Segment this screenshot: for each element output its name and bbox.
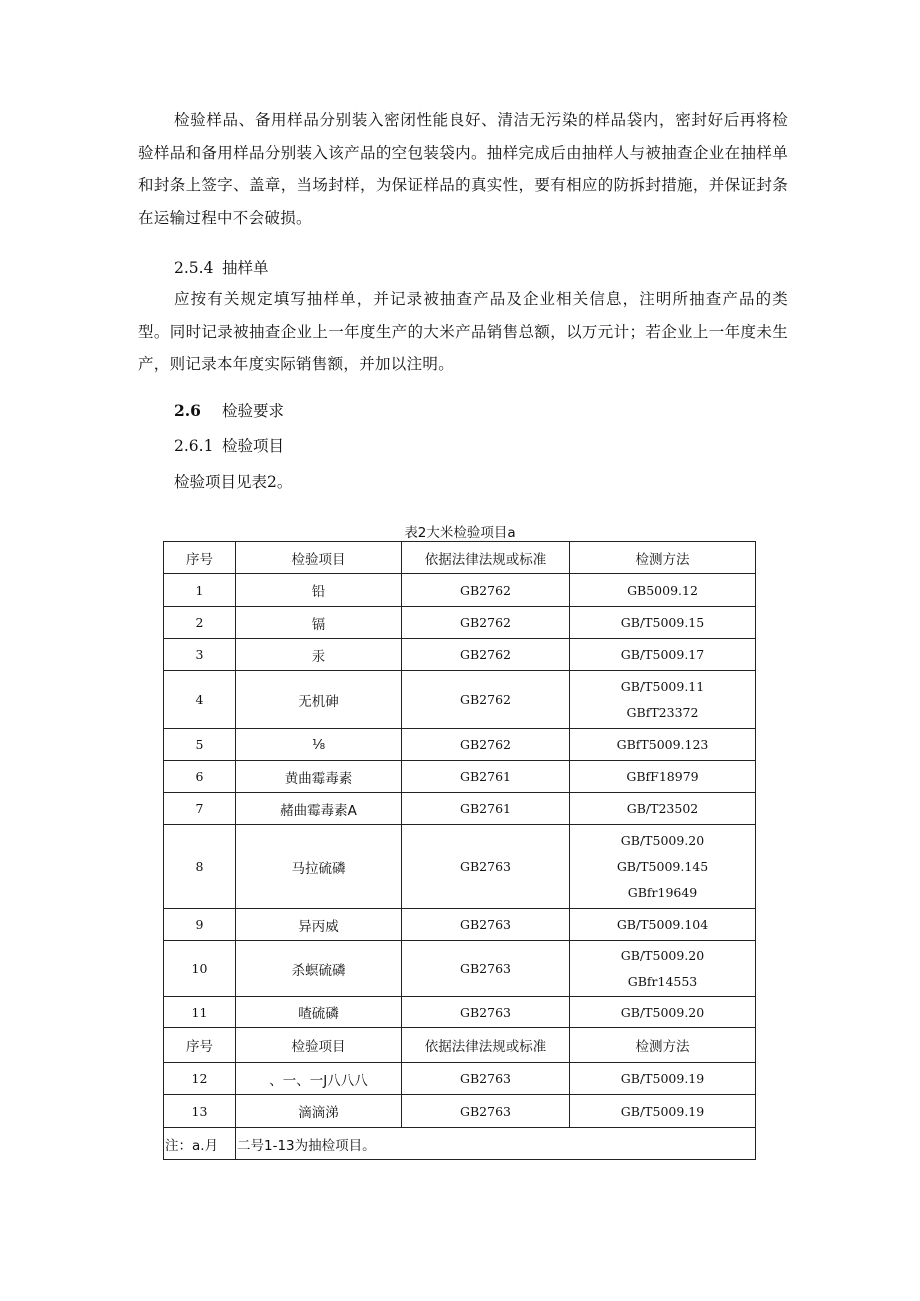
cell-item: 马拉硫磷	[236, 825, 402, 909]
heading-number: 2.6	[174, 401, 201, 420]
cell-method: GB/T5009.19	[570, 1063, 756, 1095]
cell-method	[570, 941, 756, 997]
cell-item: 铅	[236, 574, 402, 607]
cell-item: 赭曲霉毒素A	[236, 793, 402, 825]
cell-item: 杀螟硫磷	[236, 941, 402, 997]
cell-no: 6	[164, 761, 236, 793]
cell-method: GB5009.12	[570, 574, 756, 607]
cell-standard: GB2763	[402, 1063, 570, 1095]
cell-standard: GB2762	[402, 729, 570, 761]
cell-standard: GB2761	[402, 761, 570, 793]
cell-method	[570, 825, 756, 909]
table-caption: 表2大米检验项目a	[404, 525, 516, 541]
cell-no: 1	[164, 574, 236, 607]
table-row	[164, 761, 756, 793]
cell-item: 滴滴涕	[236, 1095, 402, 1128]
cell-method: GB/T23502	[570, 793, 756, 825]
cell-method: GBfF18979	[570, 761, 756, 793]
header-standard: 依据法律法规或标准	[402, 1028, 570, 1063]
cell-no: 4	[164, 671, 236, 729]
cell-no: 3	[164, 639, 236, 671]
header-method: 检测方法	[570, 1028, 756, 1063]
paragraph-sampling-form: 应按有关规定填写抽样单，并记录被抽查产品及企业相关信息，注明所抽查产品的类型。同时记录被抽查企业上一年度生产的大米产品销售总额，以万元计；若企业上一年度未生产，则记录本年度实际销售额，并加以注明。	[138, 290, 788, 373]
heading-2-5-4	[174, 256, 269, 278]
cell-no: 10	[164, 941, 236, 997]
cell-standard: GB2763	[402, 1095, 570, 1128]
table-row	[164, 941, 756, 997]
cell-standard: GB2763	[402, 941, 570, 997]
heading-title: 检验要求	[222, 402, 285, 420]
cell-method: GB/T5009.19	[570, 1095, 756, 1128]
table-row	[164, 1095, 756, 1128]
table-row	[164, 793, 756, 825]
method-line: GB/T5009.145	[616, 858, 709, 874]
cell-item: 黄曲霉毒素	[236, 761, 402, 793]
cell-method: GBfT5009.123	[570, 729, 756, 761]
cell-standard: GB2763	[402, 825, 570, 909]
cell-standard: GB2761	[402, 793, 570, 825]
header-standard: 依据法律法规或标准	[402, 542, 570, 574]
table-row	[164, 729, 756, 761]
cell-item: ⅛	[236, 729, 402, 761]
heading-title: 抽样单	[222, 259, 269, 277]
method-line: GBfr14553	[627, 973, 698, 989]
method-line: GBfr19649	[627, 884, 698, 900]
header-item: 检验项目	[236, 542, 402, 574]
cell-method: GB/T5009.17	[570, 639, 756, 671]
table-row	[164, 997, 756, 1028]
cell-no: 13	[164, 1095, 236, 1128]
cell-item: 汞	[236, 639, 402, 671]
cell-no: 9	[164, 909, 236, 941]
cell-standard: GB2762	[402, 607, 570, 639]
inspection-items-table	[163, 541, 756, 1160]
method-line: GB/T5009.11	[620, 678, 705, 694]
cell-item: 镉	[236, 607, 402, 639]
method-line: GB/T5009.20	[620, 947, 705, 963]
heading-2-6	[174, 399, 284, 421]
cell-no: 5	[164, 729, 236, 761]
paragraph-see-table: 检验项目见表2。	[174, 473, 293, 491]
cell-no: 12	[164, 1063, 236, 1095]
cell-no: 8	[164, 825, 236, 909]
heading-number: 2.5.4	[174, 259, 214, 277]
table-row	[164, 671, 756, 729]
note-label: 注：a.月	[164, 1128, 236, 1160]
table-row	[164, 825, 756, 909]
cell-standard: GB2763	[402, 909, 570, 941]
header-item: 检验项目	[236, 1028, 402, 1063]
heading-2-6-1	[174, 434, 284, 456]
cell-standard: GB2762	[402, 574, 570, 607]
header-no: 序号	[164, 542, 236, 574]
cell-method: GB/T5009.15	[570, 607, 756, 639]
cell-method: GB/T5009.104	[570, 909, 756, 941]
method-line: GBfT23372	[626, 704, 699, 720]
table-row	[164, 607, 756, 639]
paragraph-sample-sealing: 检验样品、备用样品分别装入密闭性能良好、清洁无污染的样品袋内，密封好后再将检验样品和备用样品分别装入该产品的空包装袋内。抽样完成后由抽样人与被抽查企业在抽样单和封条上签字、盖章，当场封样，为保证样品的真实性，要有相应的防拆封措施，并保证封条在运输过程中不会破损。	[138, 111, 788, 227]
cell-item: 无机砷	[236, 671, 402, 729]
cell-item: 异丙威	[236, 909, 402, 941]
cell-item: 喳硫磷	[236, 997, 402, 1028]
note-text: 二号1-13为抽检项目。	[236, 1128, 756, 1160]
table-header-row-repeat	[164, 1028, 756, 1063]
table-row	[164, 639, 756, 671]
heading-number: 2.6.1	[174, 437, 214, 455]
table-row	[164, 574, 756, 607]
cell-no: 11	[164, 997, 236, 1028]
table-row	[164, 1063, 756, 1095]
cell-no: 7	[164, 793, 236, 825]
cell-standard: GB2763	[402, 997, 570, 1028]
table-note-row	[164, 1128, 756, 1160]
heading-title: 检验项目	[222, 437, 285, 455]
cell-item: 、一、一J八八八	[236, 1063, 402, 1095]
table-header-row	[164, 542, 756, 574]
method-line: GB/T5009.20	[620, 832, 705, 848]
header-method: 检测方法	[570, 542, 756, 574]
cell-method	[570, 671, 756, 729]
header-no: 序号	[164, 1028, 236, 1063]
cell-no: 2	[164, 607, 236, 639]
table-row	[164, 909, 756, 941]
cell-method: GB/T5009.20	[570, 997, 756, 1028]
cell-standard: GB2762	[402, 671, 570, 729]
cell-standard: GB2762	[402, 639, 570, 671]
